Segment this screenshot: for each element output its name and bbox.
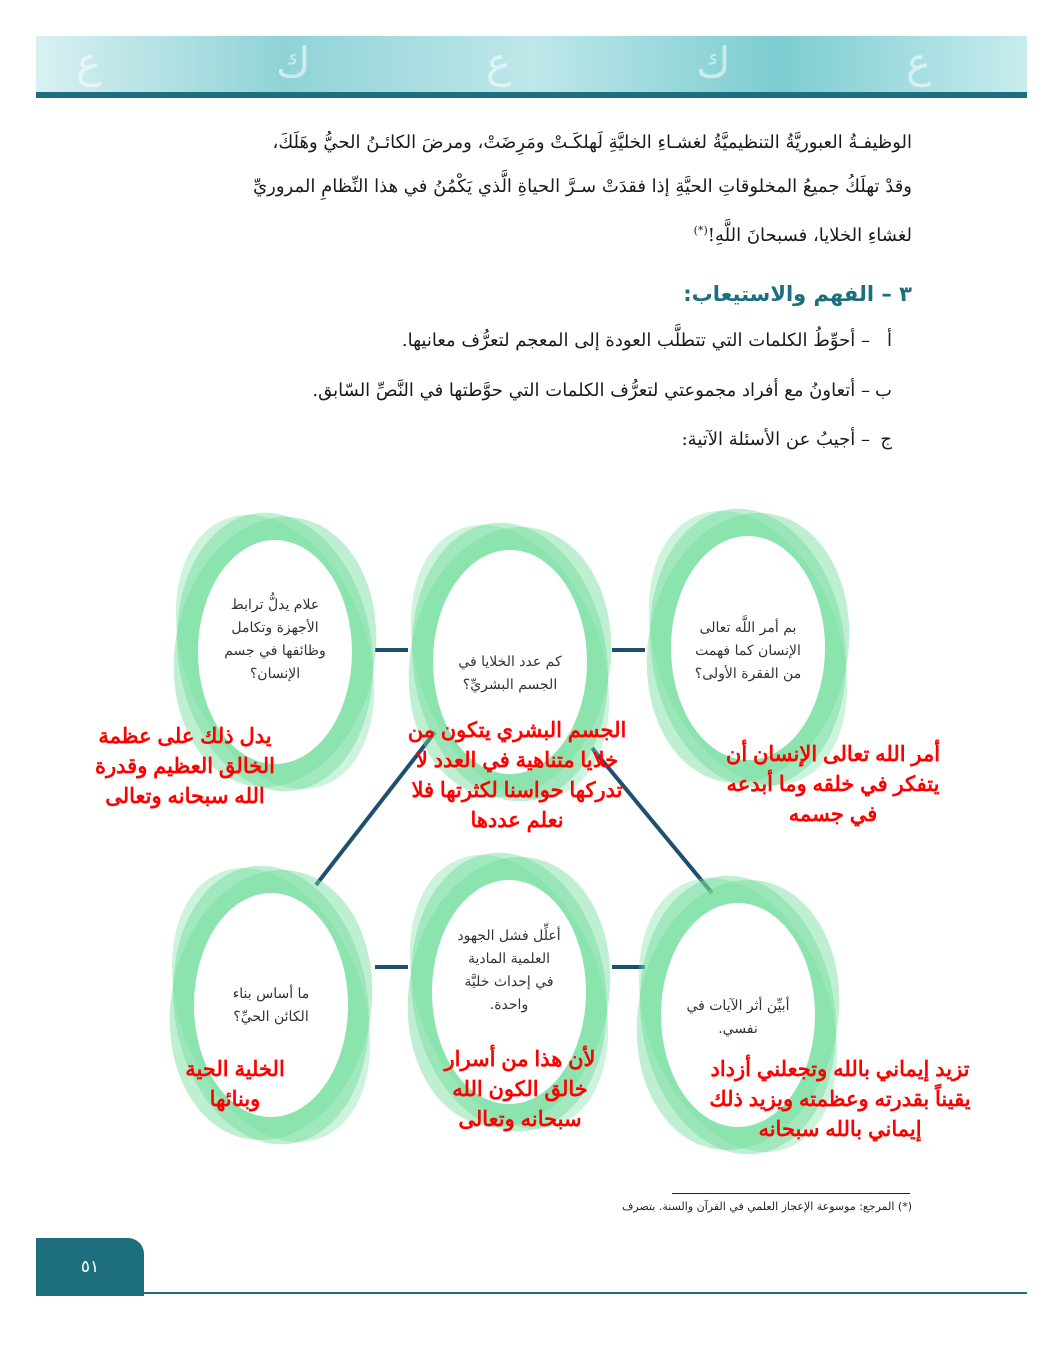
answer-line: الله سبحانه وتعالى	[105, 785, 265, 808]
answer-line: الخلية الحية	[185, 1058, 285, 1081]
item-text: – أحوِّطُ الكلمات التي تتطلَّب العودة إلى المعجم لتعرُّف معانيها.	[401, 330, 870, 351]
answer-line: وبنائها	[209, 1088, 261, 1111]
question-line: العلمية المادية	[468, 951, 550, 967]
answer-line: سبحانه وتعالى	[458, 1108, 582, 1131]
item-letter: ج	[880, 429, 892, 450]
calligraphy-decoration: ﻉ	[906, 38, 932, 87]
item-text: – أتعاونُ مع أفراد مجموعتي لتعرُّف الكلمات التي حوَّطتها في النَّصِّ السّابق.	[312, 380, 870, 401]
question-top-right	[668, 617, 828, 686]
question-line: علام يدلُّ ترابط	[230, 597, 320, 613]
answer-line: يقيناً بقدرته وعظمته ويزيد ذلك	[709, 1088, 971, 1111]
question-line: نفسي.	[718, 1021, 758, 1037]
calligraphy-decoration: ﻉ	[486, 38, 512, 87]
answer-line: إيماني بالله سبحانه	[758, 1118, 922, 1141]
item-text: – أجيبُ عن الأسئلة الآتية:	[681, 429, 870, 450]
answer-bottom-center	[405, 1045, 635, 1135]
section-title: ٣ – الفهم والاستيعاب:	[683, 282, 912, 306]
calligraphy-decoration: ﻉ	[76, 38, 102, 87]
answer-bottom-left	[150, 1055, 320, 1115]
question-bottom-right	[658, 995, 818, 1041]
answer-line: تزيد إيماني بالله وتجعلني أزداد	[710, 1058, 970, 1081]
question-line: ما أساس بناء	[232, 986, 310, 1002]
item-letter: ب	[875, 380, 892, 401]
answer-line: نعلم عددها	[470, 809, 564, 832]
paragraph-line-3-text: لغشاءِ الخلايا، فسبحانَ اللَّهِ!	[707, 225, 912, 246]
question-line: وظائفها في جسم	[224, 643, 326, 659]
paragraph-line-1: الوظيفـةُ العبوريَّةُ التنظيميَّةُ لغشـاءِ الخليَّةِ لَهلكَـتْ ومَرِضَتْ، ومرضَ الكائـنُ الحيُّ وهَلَكَ،	[272, 132, 912, 153]
question-top-center	[430, 651, 590, 697]
answer-line: في جسمه	[788, 803, 878, 826]
question-line: أبيِّن أثر الآيات في	[686, 998, 790, 1014]
calligraphy-decoration: ﻙ	[276, 38, 311, 87]
answer-line: لأن هذا من أسرار	[444, 1048, 596, 1071]
question-line: الكائن الحيِّ؟	[233, 1009, 309, 1025]
answer-line: تدركها حواسنا لكثرتها فلا	[411, 779, 623, 802]
answer-line: الجسم البشري يتكون من	[407, 719, 627, 742]
answer-line: خالق الكون الله	[452, 1078, 588, 1101]
question-bottom-center	[429, 925, 589, 1017]
question-bottom-left	[191, 983, 351, 1029]
answer-line: يتفكر في خلقه وما أبدعه	[726, 773, 940, 796]
question-line: كم عدد الخلايا في	[458, 654, 562, 670]
paragraph-line-2: وقدْ تهلَكُ جميعُ المخلوقاتِ الحيَّةِ إذا فقدَتْ سـرَّ الحياةِ الَّذي يَكْمُنُ في هذا النِّظامِ المروريِّ	[253, 176, 912, 197]
page-number: ٥١	[36, 1238, 144, 1296]
question-line: الأجهزة وتكامل	[231, 620, 319, 636]
page-bottom-line	[36, 1292, 1027, 1294]
answer-line: الخالق العظيم وقدرة	[94, 755, 276, 778]
question-line: في إحداث خليَّة	[464, 974, 554, 990]
answer-bottom-right	[665, 1055, 1015, 1145]
calligraphy-decoration: ﻙ	[696, 38, 731, 87]
question-line: بم أمر اللَّه تعالى	[699, 620, 797, 636]
answer-line: أمر الله تعالى الإنسان أن	[725, 743, 941, 766]
answer-top-left	[60, 722, 310, 812]
item-letter: أ	[886, 330, 892, 351]
answer-line: يدل ذلك على عظمة	[98, 725, 272, 748]
question-line: واحدة.	[489, 997, 529, 1013]
question-line: الجسم البشريِّ؟	[462, 677, 558, 693]
answer-line: خلايا متناهية في العدد لا	[415, 749, 619, 772]
question-line: الإنسان؟	[249, 666, 301, 682]
answer-top-center	[372, 716, 662, 836]
footnote: (*) المرجع: موسوعة الإعجاز العلمي في القرآن والسنة. بتصرف	[622, 1200, 912, 1213]
question-line: أعلِّل فشل الجهود	[457, 928, 561, 944]
question-top-left	[195, 594, 355, 686]
question-line: من الفقرة الأولى؟	[694, 666, 802, 682]
footnote-mark: (*)	[693, 224, 708, 237]
answer-top-right	[688, 740, 978, 830]
footnote-divider	[672, 1193, 910, 1194]
question-line: الإنسان كما فهمت	[695, 643, 801, 659]
